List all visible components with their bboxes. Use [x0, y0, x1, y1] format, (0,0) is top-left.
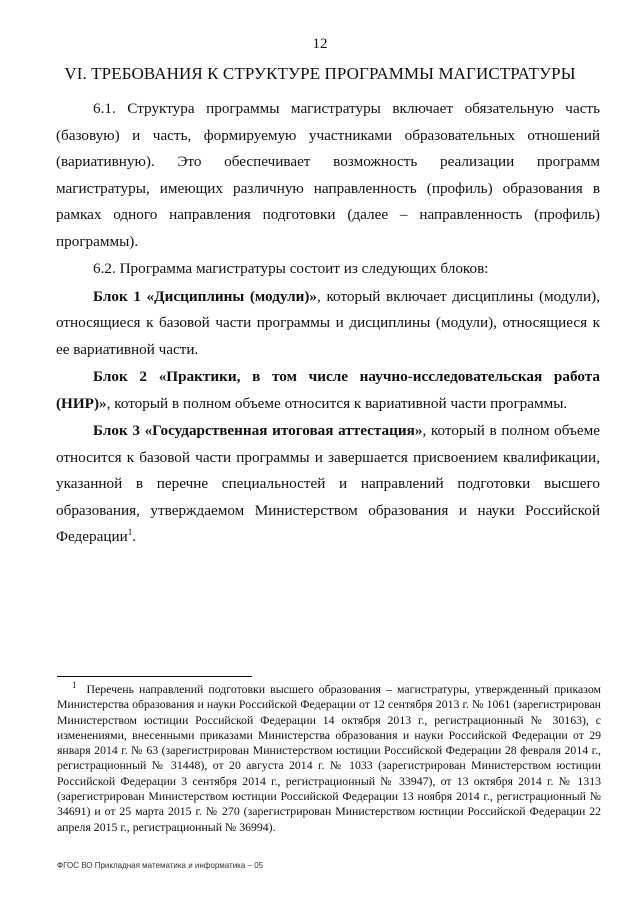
- paragraph-block-3: [56, 418, 600, 551]
- block-3-title: Блок 3 «Государственная итоговая аттестация»: [93, 422, 423, 439]
- block-2-text: , который в полном объеме относится к вариативной части программы.: [106, 394, 568, 412]
- block-2-title: Блок 2 «Практики, в том числе научно-исследовательская работа (НИР)»: [56, 368, 600, 412]
- footnote-reference: 1: [127, 526, 133, 537]
- block-1-text: , который включает дисциплины (модули), относящиеся к базовой части программы и дисциплины (модули), относящиеся к ее вариативной части.: [56, 287, 600, 358]
- footnote-paragraph: [57, 682, 601, 835]
- paragraph-6-1: 6.1. Структура программы магистратуры включает обязательную часть (базовую) и часть, формируемую участниками образовательных отношений (вариативную). Это обеспечивает возможность реализации программ магистратуры, имеющих различную направленность (профиль) образования в рамках одного направления подготовки (далее – направленность (профиль) программы).: [56, 100, 600, 250]
- block-3-end: .: [132, 528, 137, 545]
- footnote: [57, 682, 601, 835]
- paragraph-block-2: [56, 364, 600, 417]
- document-body: [56, 96, 600, 552]
- page-footer: ФГОС ВО Прикладная математика и информатика – 05: [57, 861, 264, 870]
- paragraph-block-1: [56, 284, 600, 364]
- block-3-text: , который в полном объеме относится к базовой части программы и завершается присвоением квалификации, указанной в перечне специальностей и направлений подготовки высшего образования, утверждаемом Министерством образования и науки Российской Федерации: [56, 422, 600, 545]
- footnote-text: Перечень направлений подготовки высшего образования – магистратуры, утвержденный приказом Министерства образования и науки Российской Федерации от 12 сентября 2013 г. № 1061 (зарегистрирован Министерством юстиции Российской Федерации 14 октября 2013 г., регистрационный № 30163), с изменениями, внесенными приказами Министерства образования и науки Российской Федерации от 29 января 2014 г. № 63 (зарегистрирован Министерством юстиции Российской Федерации 28 февраля 2014 г., регистрационный № 31448), от 20 августа 2014 г. № 1033 (зарегистрирован Министерством юстиции Российской Федерации 3 сентября 2014 г., регистрационный № 33947), от 13 октября 2014 г. № 1313 (зарегистрирован Министерством юстиции Российской Федерации 13 ноября 2014 г., регистрационный № 34691) и от 25 марта 2015 г. № 270 (зарегистрирован Министерством юстиции Российской Федерации 22 апреля 2015 г., регистрационный № 36994).: [57, 682, 601, 834]
- section-title: VI. ТРЕБОВАНИЯ К СТРУКТУРЕ ПРОГРАММЫ МАГИСТРАТУРЫ: [64, 64, 576, 83]
- footnote-marker: 1: [72, 680, 77, 691]
- paragraph-6-2: 6.2. Программа магистратуры состоит из следующих блоков:: [93, 260, 489, 277]
- footnote-divider: [57, 676, 252, 677]
- block-1-title: Блок 1 «Дисциплины (модули)»: [93, 287, 318, 305]
- page-number: 12: [312, 36, 328, 52]
